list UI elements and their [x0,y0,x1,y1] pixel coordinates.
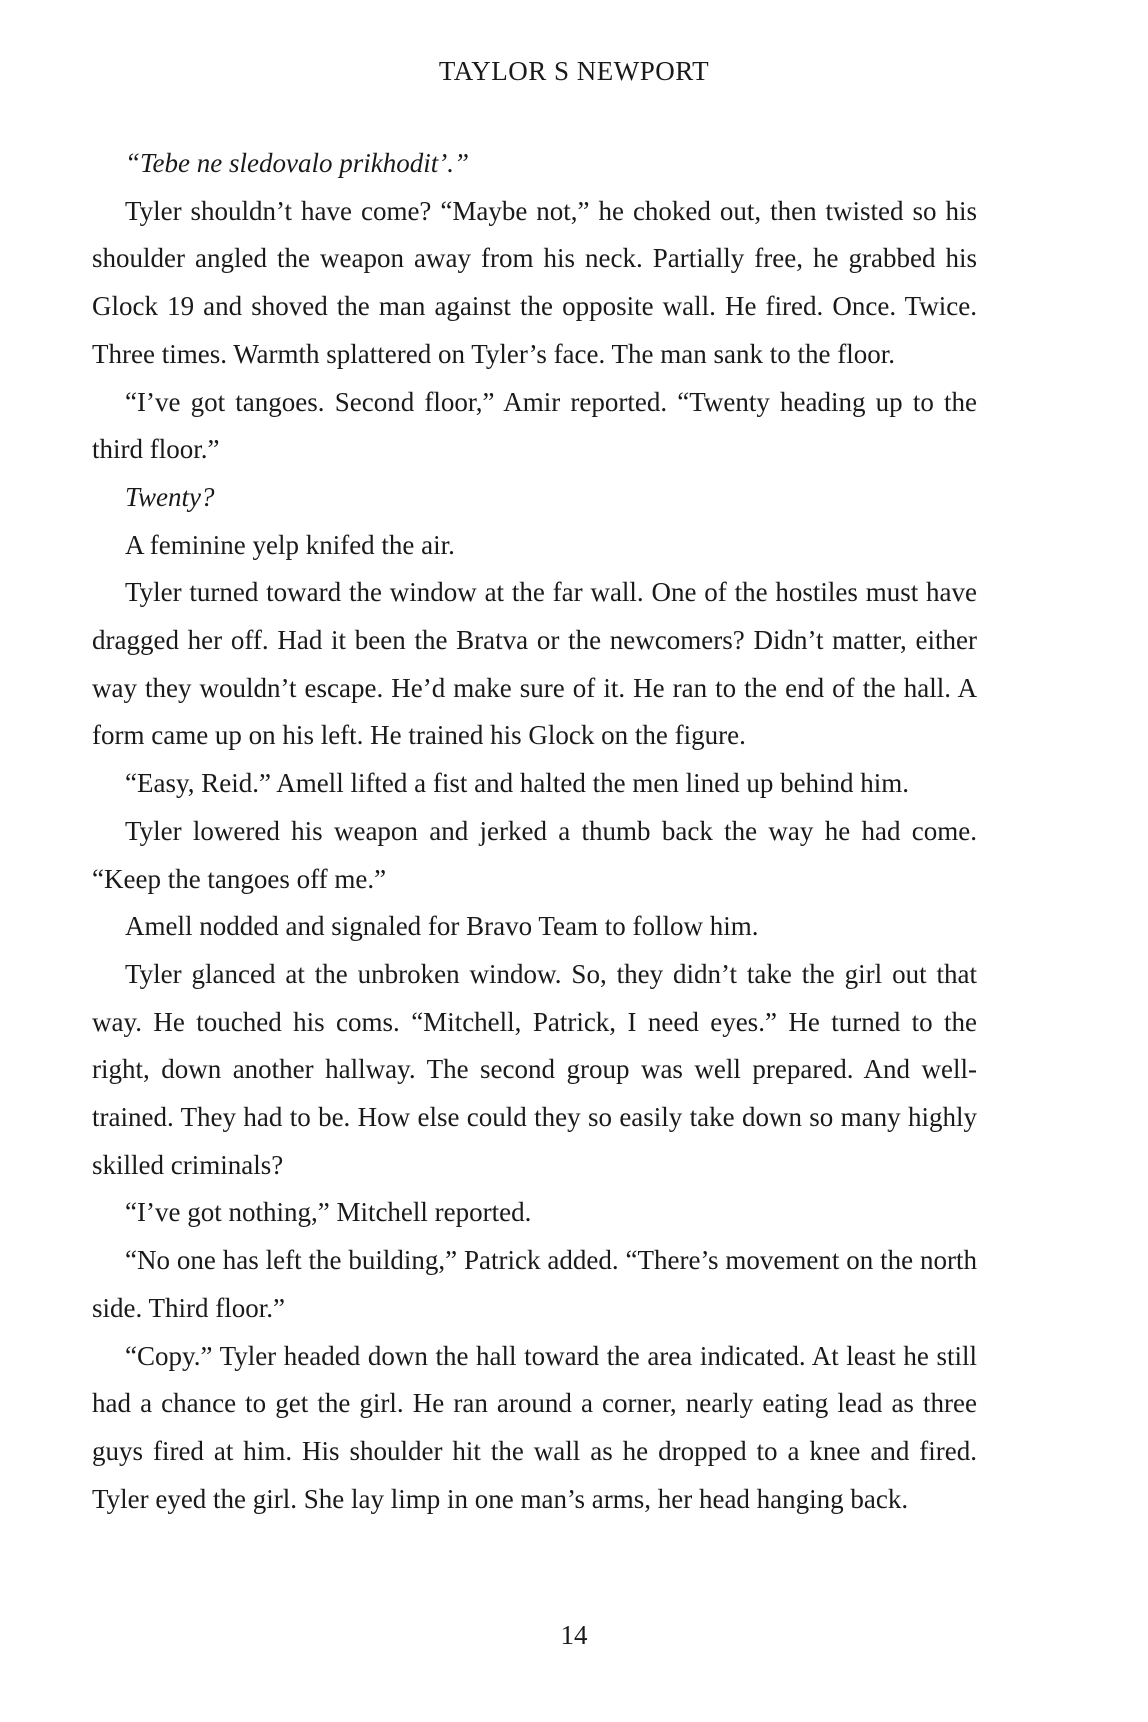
paragraph: Tyler shouldn’t have come? “Maybe not,” he choked out, then twisted so his shoulder angled the weapon away from his neck. Partially free, he grabbed his Glock 19 and shoved the man against the opposite wall. He fired. Once. Twice. Three times. Warmth splattered on Tyler’s face. The man sank to the floor. [92,195,977,369]
page-number: 14 [560,1620,588,1650]
paragraph: “I’ve got nothing,” Mitchell reported. [125,1197,532,1228]
paragraph: Amell nodded and signaled for Bravo Team to follow him. [125,911,759,942]
paragraph: Tyler turned toward the window at the far wall. One of the hostiles must have dragged her off. Had it been the Bratva or the newcomers? Didn’t matter, either way they wouldn’t escape. He’d make sure of it. He ran to the end of the hall. A form came up on his left. He trained his Glock on the figure. [92,577,977,751]
paragraph: Tyler lowered his weapon and jerked a thumb back the way he had come. “Keep the tangoes off me.” [92,815,977,894]
paragraph: Twenty? [125,481,215,512]
paragraph: “Copy.” Tyler headed down the hall toward the area indicated. At least he still had a chance to get the girl. He ran around a corner, nearly eating lead as three guys fired at him. His shoulder hit the wall as he dropped to a knee and fired. Tyler eyed the girl. She lay limp in one man’s arms, her head hanging back. [92,1340,977,1514]
paragraph: A feminine yelp knifed the air. [125,529,455,560]
paragraph: “I’ve got tangoes. Second floor,” Amir reported. “Twenty heading up to the third floor.” [92,386,977,465]
paragraph: “No one has left the building,” Patrick added. “There’s movement on the north side. Third floor.” [92,1245,977,1323]
paragraph: “Tebe ne sledovalo prikhodit’.” [125,148,469,178]
body-text [92,140,977,1523]
paragraph: “Easy, Reid.” Amell lifted a fist and halted the men lined up behind him. [125,768,910,799]
paragraph: Tyler glanced at the unbroken window. So, they didn’t take the girl out that way. He touched his coms. “Mitchell, Patrick, I need eyes.” He turned to the right, down another hallway. The second group was well prepared. And well-trained. They had to be. How else could they so easily take down so many highly skilled criminals? [92,958,977,1180]
running-header-author: TAYLOR S NEWPORT [438,56,710,86]
